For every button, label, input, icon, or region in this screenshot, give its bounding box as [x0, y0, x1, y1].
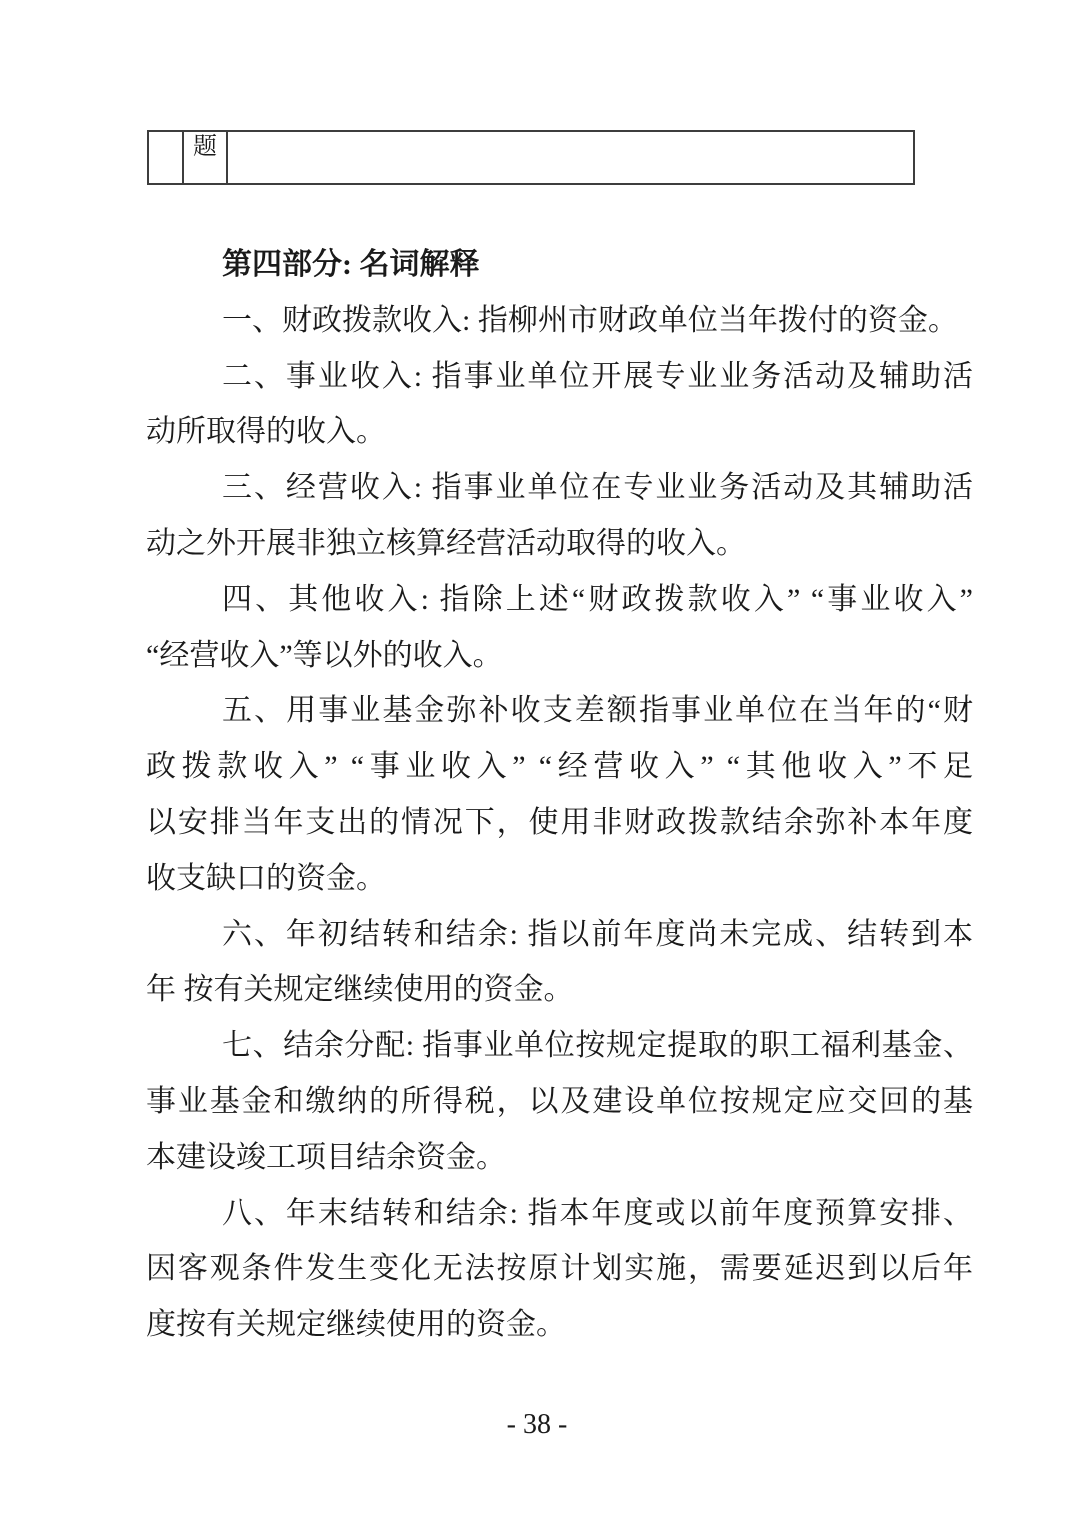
text-line: 动所取得的收入。: [146, 415, 386, 449]
text-line: 二、事业收入: 指事业单位开展专业业务活动及辅助活: [222, 359, 973, 393]
text-line: 动之外开展非独立核算经营活动取得的收入。: [146, 526, 746, 560]
page-number: - 38 -: [506, 1409, 568, 1440]
text-line: 因客观条件发生变化无法按原计划实施，需要延迟到以后年: [146, 1252, 973, 1286]
text-line: 六、年初结转和结余: 指以前年度尚未完成、结转到本: [222, 917, 973, 951]
text-line: 四、其他收入: 指除上述“财政拨款收入” “事业收入”: [222, 582, 973, 616]
text-line: 事业基金和缴纳的所得税，以及建设单位按规定应交回的基: [146, 1084, 973, 1118]
table-fragment: [147, 130, 915, 185]
text-line: 度按有关规定继续使用的资金。: [146, 1308, 566, 1342]
section-heading: 第四部分: 名词解释: [222, 248, 480, 281]
text-line: 三、经营收入: 指事业单位在专业业务活动及其辅助活: [222, 471, 973, 505]
table-cell-empty-left: [149, 132, 184, 183]
table-cell-topic: 题: [184, 132, 228, 183]
text-line: 八、年末结转和结余: 指本年度或以前年度预算安排、: [222, 1196, 973, 1230]
text-line: 五、用事业基金弥补收支差额指事业单位在当年的“财: [222, 694, 973, 728]
document-body: [146, 237, 973, 1353]
text-line: “经营收入”等以外的收入。: [146, 638, 503, 672]
text-line: 收支缺口的资金。: [146, 861, 386, 895]
text-line: 以安排当年支出的情况下，使用非财政拨款结余弥补本年度: [146, 805, 973, 839]
text-line: 年 按有关规定继续使用的资金。: [146, 973, 574, 1007]
table-cell-empty-right: [228, 132, 913, 183]
text-line: 政拨款收入” “事业收入” “经营收入” “其他收入”不足: [146, 750, 973, 784]
text-line: 七、结余分配: 指事业单位按规定提取的职工福利基金、: [222, 1029, 973, 1063]
text-line: 一、财政拨款收入: 指柳州市财政单位当年拨付的资金。: [222, 303, 958, 337]
text-line: 本建设竣工项目结余资金。: [146, 1140, 506, 1174]
